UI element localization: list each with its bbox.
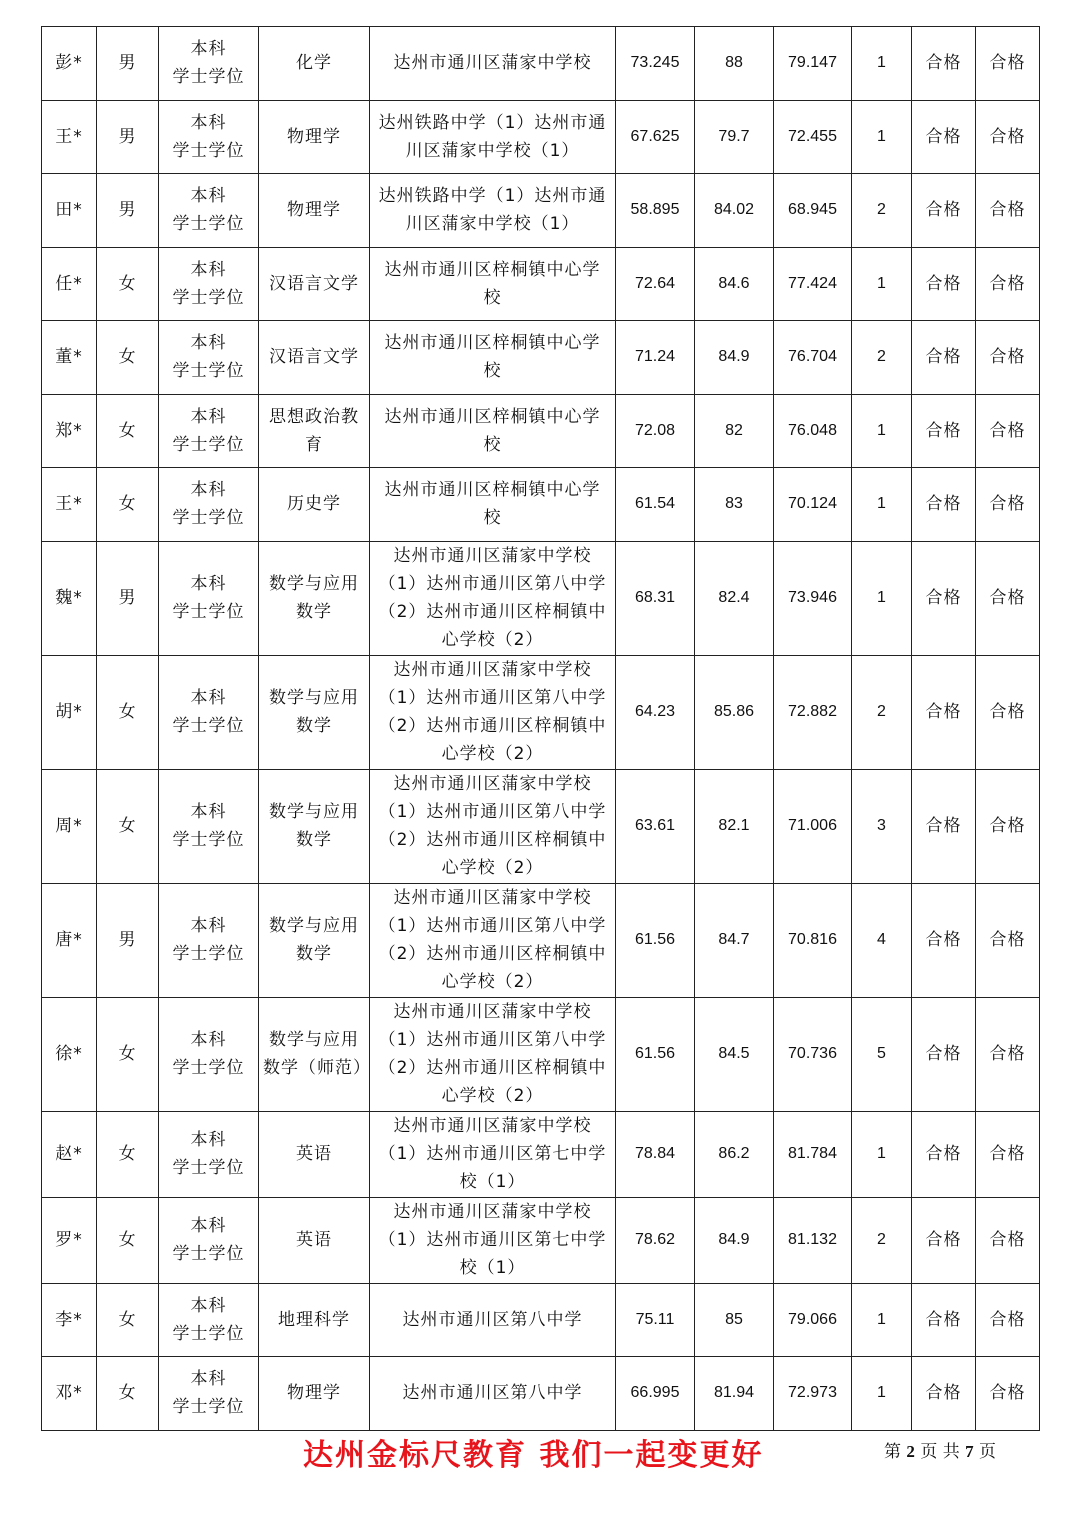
cell-rank: 2 (852, 655, 912, 769)
cell-degree: 本科 学士学位 (159, 321, 259, 395)
cell-total-score: 76.704 (774, 321, 852, 395)
results-table (41, 26, 1040, 1431)
cell-rank: 1 (852, 468, 912, 542)
cell-exam-result: 合格 (912, 1283, 976, 1357)
cell-interview-score: 82.4 (695, 541, 774, 655)
cell-inspection-result: 合格 (976, 541, 1040, 655)
cell-written-score: 58.895 (616, 174, 695, 248)
cell-name: 任* (42, 247, 97, 321)
cell-written-score: 61.56 (616, 883, 695, 997)
cell-degree: 本科 学士学位 (159, 541, 259, 655)
cell-gender: 女 (97, 997, 159, 1111)
cell-major: 数学与应用数学 (259, 883, 370, 997)
cell-major: 物理学 (259, 174, 370, 248)
cell-major: 思想政治教育 (259, 394, 370, 468)
table-row (42, 1111, 1040, 1197)
cell-gender: 女 (97, 247, 159, 321)
cell-degree: 本科 学士学位 (159, 997, 259, 1111)
cell-written-score: 78.62 (616, 1197, 695, 1283)
cell-gender: 女 (97, 769, 159, 883)
table-row (42, 1283, 1040, 1357)
table-row (42, 1357, 1040, 1431)
cell-gender: 男 (97, 174, 159, 248)
cell-written-score: 63.61 (616, 769, 695, 883)
cell-school: 达州市通川区第八中学 (370, 1357, 616, 1431)
table-row (42, 321, 1040, 395)
cell-interview-score: 88 (695, 27, 774, 101)
cell-school: 达州市通川区梓桐镇中心学校 (370, 247, 616, 321)
cell-major: 数学与应用数学 (259, 541, 370, 655)
cell-total-score: 81.132 (774, 1197, 852, 1283)
cell-inspection-result: 合格 (976, 321, 1040, 395)
cell-interview-score: 86.2 (695, 1111, 774, 1197)
cell-name: 董* (42, 321, 97, 395)
cell-major: 地理科学 (259, 1283, 370, 1357)
cell-total-score: 77.424 (774, 247, 852, 321)
cell-degree: 本科 学士学位 (159, 247, 259, 321)
cell-major: 化学 (259, 27, 370, 101)
table-row (42, 174, 1040, 248)
cell-degree: 本科 学士学位 (159, 27, 259, 101)
cell-interview-score: 82.1 (695, 769, 774, 883)
table-row (42, 27, 1040, 101)
cell-total-score: 68.945 (774, 174, 852, 248)
cell-gender: 女 (97, 1197, 159, 1283)
cell-name: 彭* (42, 27, 97, 101)
cell-name: 魏* (42, 541, 97, 655)
cell-written-score: 66.995 (616, 1357, 695, 1431)
cell-inspection-result: 合格 (976, 1283, 1040, 1357)
table-row (42, 997, 1040, 1111)
cell-total-score: 70.736 (774, 997, 852, 1111)
cell-interview-score: 82 (695, 394, 774, 468)
cell-gender: 女 (97, 321, 159, 395)
cell-exam-result: 合格 (912, 468, 976, 542)
cell-name: 徐* (42, 997, 97, 1111)
cell-exam-result: 合格 (912, 247, 976, 321)
cell-school: 达州市通川区蒲家中学校（1）达州市通川区第八中学（2）达州市通川区梓桐镇中心学校（2） (370, 655, 616, 769)
table-row (42, 468, 1040, 542)
cell-name: 李* (42, 1283, 97, 1357)
cell-major: 英语 (259, 1111, 370, 1197)
cell-interview-score: 84.7 (695, 883, 774, 997)
cell-total-score: 72.455 (774, 100, 852, 174)
page-middle: 页 共 (920, 1442, 960, 1462)
cell-major: 历史学 (259, 468, 370, 542)
cell-degree: 本科 学士学位 (159, 174, 259, 248)
cell-interview-score: 81.94 (695, 1357, 774, 1431)
cell-written-score: 78.84 (616, 1111, 695, 1197)
cell-name: 赵* (42, 1111, 97, 1197)
cell-exam-result: 合格 (912, 541, 976, 655)
cell-degree: 本科 学士学位 (159, 1283, 259, 1357)
cell-inspection-result: 合格 (976, 997, 1040, 1111)
cell-exam-result: 合格 (912, 321, 976, 395)
cell-name: 邓* (42, 1357, 97, 1431)
cell-interview-score: 79.7 (695, 100, 774, 174)
cell-total-score: 70.816 (774, 883, 852, 997)
table-row (42, 394, 1040, 468)
cell-major: 数学与应用数学 (259, 769, 370, 883)
cell-rank: 1 (852, 394, 912, 468)
cell-name: 唐* (42, 883, 97, 997)
cell-inspection-result: 合格 (976, 1197, 1040, 1283)
cell-rank: 4 (852, 883, 912, 997)
cell-inspection-result: 合格 (976, 655, 1040, 769)
page-total: 7 (965, 1442, 974, 1461)
cell-written-score: 61.56 (616, 997, 695, 1111)
cell-written-score: 61.54 (616, 468, 695, 542)
cell-school: 达州铁路中学（1）达州市通川区蒲家中学校（1） (370, 100, 616, 174)
cell-exam-result: 合格 (912, 174, 976, 248)
cell-gender: 女 (97, 394, 159, 468)
cell-school: 达州市通川区蒲家中学校 (370, 27, 616, 101)
cell-written-score: 72.08 (616, 394, 695, 468)
cell-inspection-result: 合格 (976, 394, 1040, 468)
cell-school: 达州市通川区蒲家中学校（1）达州市通川区第八中学（2）达州市通川区梓桐镇中心学校（2） (370, 541, 616, 655)
cell-degree: 本科 学士学位 (159, 883, 259, 997)
table-row (42, 769, 1040, 883)
cell-rank: 5 (852, 997, 912, 1111)
cell-inspection-result: 合格 (976, 247, 1040, 321)
table-body (42, 27, 1040, 1431)
cell-rank: 1 (852, 247, 912, 321)
page-current: 2 (906, 1442, 915, 1461)
cell-total-score: 81.784 (774, 1111, 852, 1197)
cell-school: 达州市通川区蒲家中学校（1）达州市通川区第七中学校（1） (370, 1111, 616, 1197)
cell-exam-result: 合格 (912, 1111, 976, 1197)
cell-interview-score: 85 (695, 1283, 774, 1357)
cell-name: 王* (42, 100, 97, 174)
cell-degree: 本科 学士学位 (159, 394, 259, 468)
cell-major: 英语 (259, 1197, 370, 1283)
table-row (42, 100, 1040, 174)
cell-degree: 本科 学士学位 (159, 1197, 259, 1283)
table-row (42, 655, 1040, 769)
cell-name: 王* (42, 468, 97, 542)
cell-gender: 女 (97, 1283, 159, 1357)
table-row (42, 883, 1040, 997)
cell-rank: 1 (852, 541, 912, 655)
cell-written-score: 72.64 (616, 247, 695, 321)
cell-major: 汉语言文学 (259, 321, 370, 395)
cell-gender: 女 (97, 1111, 159, 1197)
cell-inspection-result: 合格 (976, 1357, 1040, 1431)
cell-major: 物理学 (259, 100, 370, 174)
cell-written-score: 68.31 (616, 541, 695, 655)
cell-rank: 1 (852, 1111, 912, 1197)
cell-inspection-result: 合格 (976, 27, 1040, 101)
cell-written-score: 75.11 (616, 1283, 695, 1357)
cell-total-score: 79.147 (774, 27, 852, 101)
cell-name: 胡* (42, 655, 97, 769)
cell-total-score: 72.973 (774, 1357, 852, 1431)
cell-inspection-result: 合格 (976, 100, 1040, 174)
cell-degree: 本科 学士学位 (159, 468, 259, 542)
cell-interview-score: 84.9 (695, 1197, 774, 1283)
cell-school: 达州市通川区蒲家中学校（1）达州市通川区第八中学（2）达州市通川区梓桐镇中心学校（2） (370, 883, 616, 997)
cell-inspection-result: 合格 (976, 769, 1040, 883)
cell-degree: 本科 学士学位 (159, 655, 259, 769)
cell-name: 周* (42, 769, 97, 883)
cell-rank: 2 (852, 321, 912, 395)
cell-gender: 男 (97, 541, 159, 655)
cell-interview-score: 84.02 (695, 174, 774, 248)
cell-inspection-result: 合格 (976, 468, 1040, 542)
cell-interview-score: 85.86 (695, 655, 774, 769)
cell-total-score: 73.946 (774, 541, 852, 655)
page-suffix: 页 (979, 1442, 997, 1462)
cell-written-score: 67.625 (616, 100, 695, 174)
table-row (42, 247, 1040, 321)
cell-exam-result: 合格 (912, 997, 976, 1111)
table-row (42, 541, 1040, 655)
cell-interview-score: 84.9 (695, 321, 774, 395)
cell-school: 达州市通川区梓桐镇中心学校 (370, 321, 616, 395)
cell-name: 罗* (42, 1197, 97, 1283)
cell-exam-result: 合格 (912, 394, 976, 468)
cell-gender: 男 (97, 100, 159, 174)
cell-exam-result: 合格 (912, 1197, 976, 1283)
cell-gender: 女 (97, 468, 159, 542)
cell-school: 达州铁路中学（1）达州市通川区蒲家中学校（1） (370, 174, 616, 248)
cell-gender: 女 (97, 655, 159, 769)
page-prefix: 第 (884, 1442, 901, 1462)
cell-written-score: 64.23 (616, 655, 695, 769)
cell-name: 田* (42, 174, 97, 248)
cell-school: 达州市通川区蒲家中学校（1）达州市通川区第八中学（2）达州市通川区梓桐镇中心学校（2） (370, 997, 616, 1111)
cell-exam-result: 合格 (912, 100, 976, 174)
footer-slogan: 达州金标尺教育 我们一起变更好 (303, 1438, 764, 1473)
cell-exam-result: 合格 (912, 655, 976, 769)
cell-school: 达州市通川区梓桐镇中心学校 (370, 394, 616, 468)
cell-inspection-result: 合格 (976, 174, 1040, 248)
cell-total-score: 71.006 (774, 769, 852, 883)
cell-degree: 本科 学士学位 (159, 1111, 259, 1197)
cell-school: 达州市通川区蒲家中学校（1）达州市通川区第七中学校（1） (370, 1197, 616, 1283)
cell-major: 数学与应用数学（师范） (259, 997, 370, 1111)
cell-interview-score: 83 (695, 468, 774, 542)
cell-total-score: 70.124 (774, 468, 852, 542)
cell-written-score: 71.24 (616, 321, 695, 395)
cell-exam-result: 合格 (912, 27, 976, 101)
cell-major: 物理学 (259, 1357, 370, 1431)
cell-degree: 本科 学士学位 (159, 100, 259, 174)
cell-gender: 男 (97, 27, 159, 101)
cell-name: 郑* (42, 394, 97, 468)
cell-exam-result: 合格 (912, 1357, 976, 1431)
cell-rank: 3 (852, 769, 912, 883)
cell-interview-score: 84.6 (695, 247, 774, 321)
cell-written-score: 73.245 (616, 27, 695, 101)
cell-major: 数学与应用数学 (259, 655, 370, 769)
cell-rank: 1 (852, 1283, 912, 1357)
cell-exam-result: 合格 (912, 883, 976, 997)
cell-total-score: 79.066 (774, 1283, 852, 1357)
cell-rank: 1 (852, 1357, 912, 1431)
cell-total-score: 72.882 (774, 655, 852, 769)
cell-school: 达州市通川区梓桐镇中心学校 (370, 468, 616, 542)
cell-inspection-result: 合格 (976, 1111, 1040, 1197)
cell-gender: 女 (97, 1357, 159, 1431)
cell-major: 汉语言文学 (259, 247, 370, 321)
cell-rank: 1 (852, 27, 912, 101)
cell-total-score: 76.048 (774, 394, 852, 468)
table-row (42, 1197, 1040, 1283)
cell-school: 达州市通川区蒲家中学校（1）达州市通川区第八中学（2）达州市通川区梓桐镇中心学校（2） (370, 769, 616, 883)
cell-degree: 本科 学士学位 (159, 769, 259, 883)
cell-rank: 2 (852, 1197, 912, 1283)
page-indicator (884, 1437, 996, 1462)
cell-gender: 男 (97, 883, 159, 997)
cell-rank: 2 (852, 174, 912, 248)
cell-degree: 本科 学士学位 (159, 1357, 259, 1431)
cell-school: 达州市通川区第八中学 (370, 1283, 616, 1357)
cell-inspection-result: 合格 (976, 883, 1040, 997)
cell-interview-score: 84.5 (695, 997, 774, 1111)
cell-exam-result: 合格 (912, 769, 976, 883)
cell-rank: 1 (852, 100, 912, 174)
